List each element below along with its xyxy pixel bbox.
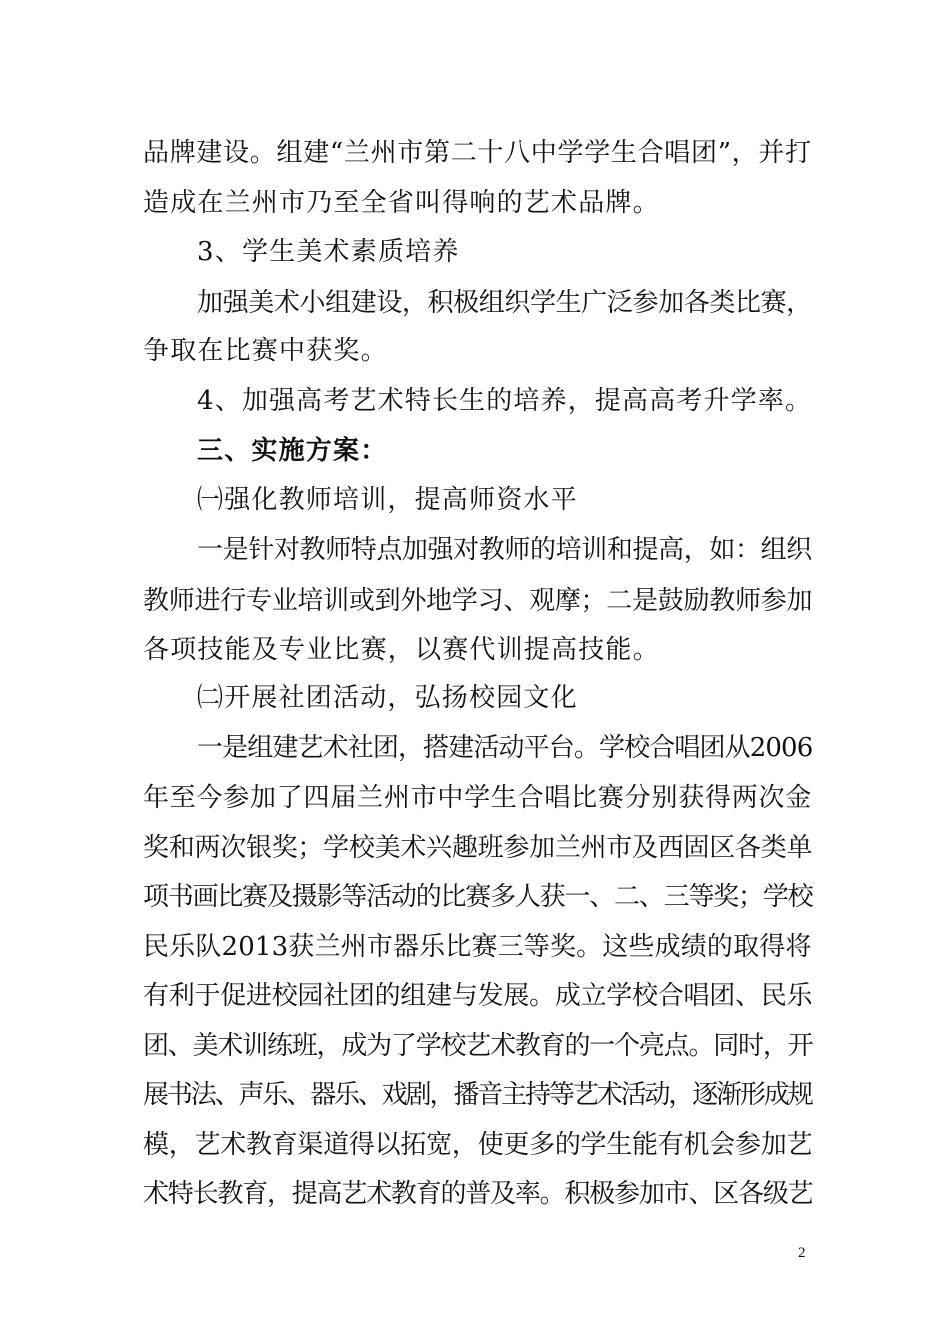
text-line: 团、美术训练班，成为了学校艺术教育的一个亮点。同时，开: [143, 1031, 813, 1061]
text-line: 造成在兰州市乃至全省叫得响的艺术品牌。: [143, 188, 660, 218]
text-line: 年至今参加了四届兰州市中学生合唱比赛分别获得两次金: [143, 783, 813, 813]
section-subheading: ㈠强化教师培训，提高师资水平: [197, 485, 578, 515]
text-line: 加强美术小组建设，积极组织学生广泛参加各类比赛，: [197, 288, 812, 318]
text-line: 教师进行专业培训或到外地学习、观摩；二是鼓励教师参加: [143, 586, 813, 616]
text-line: 模，艺术教育渠道得以拓宽，使更多的学生能有机会参加艺: [143, 1130, 813, 1160]
text-line: 一是针对教师特点加强对教师的培训和提高，如：组织: [197, 535, 812, 565]
text-line: 一是组建艺术社团，搭建活动平台。学校合唱团从2006: [197, 733, 813, 763]
text-line: 有利于促进校园社团的组建与发展。成立学校合唱团、民乐: [143, 981, 813, 1011]
text-line: 项书画比赛及摄影等活动的比赛多人获一、二、三等奖；学校: [143, 882, 813, 912]
text-line: 争取在比赛中获奖。: [143, 336, 388, 366]
text-line: 各项技能及专业比赛，以赛代训提高技能。: [143, 635, 660, 665]
section-subheading: 3、学生美术素质培养: [197, 237, 460, 267]
text-line: 民乐队2013获兰州市器乐比赛三等奖。这些成绩的取得将: [143, 932, 812, 962]
section-subheading: ㈡开展社团活动，弘扬校园文化: [197, 683, 578, 713]
page-number: 2: [798, 1245, 806, 1261]
text-line: 术特长教育，提高艺术教育的普及率。积极参加市、区各级艺: [143, 1179, 813, 1209]
text-line: 奖和两次银奖；学校美术兴趣班参加兰州市及西固区各类单: [143, 833, 813, 863]
text-line: 展书法、声乐、器乐、戏剧，播音主持等艺术活动，逐渐形成规: [143, 1080, 812, 1110]
text-line: 品牌建设。组建“兰州市第二十八中学学生合唱团”，并打: [143, 138, 812, 168]
section-subheading: 4、加强高考艺术特长生的培养，提高高考升学率。: [197, 386, 813, 416]
section-heading: 三、实施方案：: [197, 436, 388, 466]
